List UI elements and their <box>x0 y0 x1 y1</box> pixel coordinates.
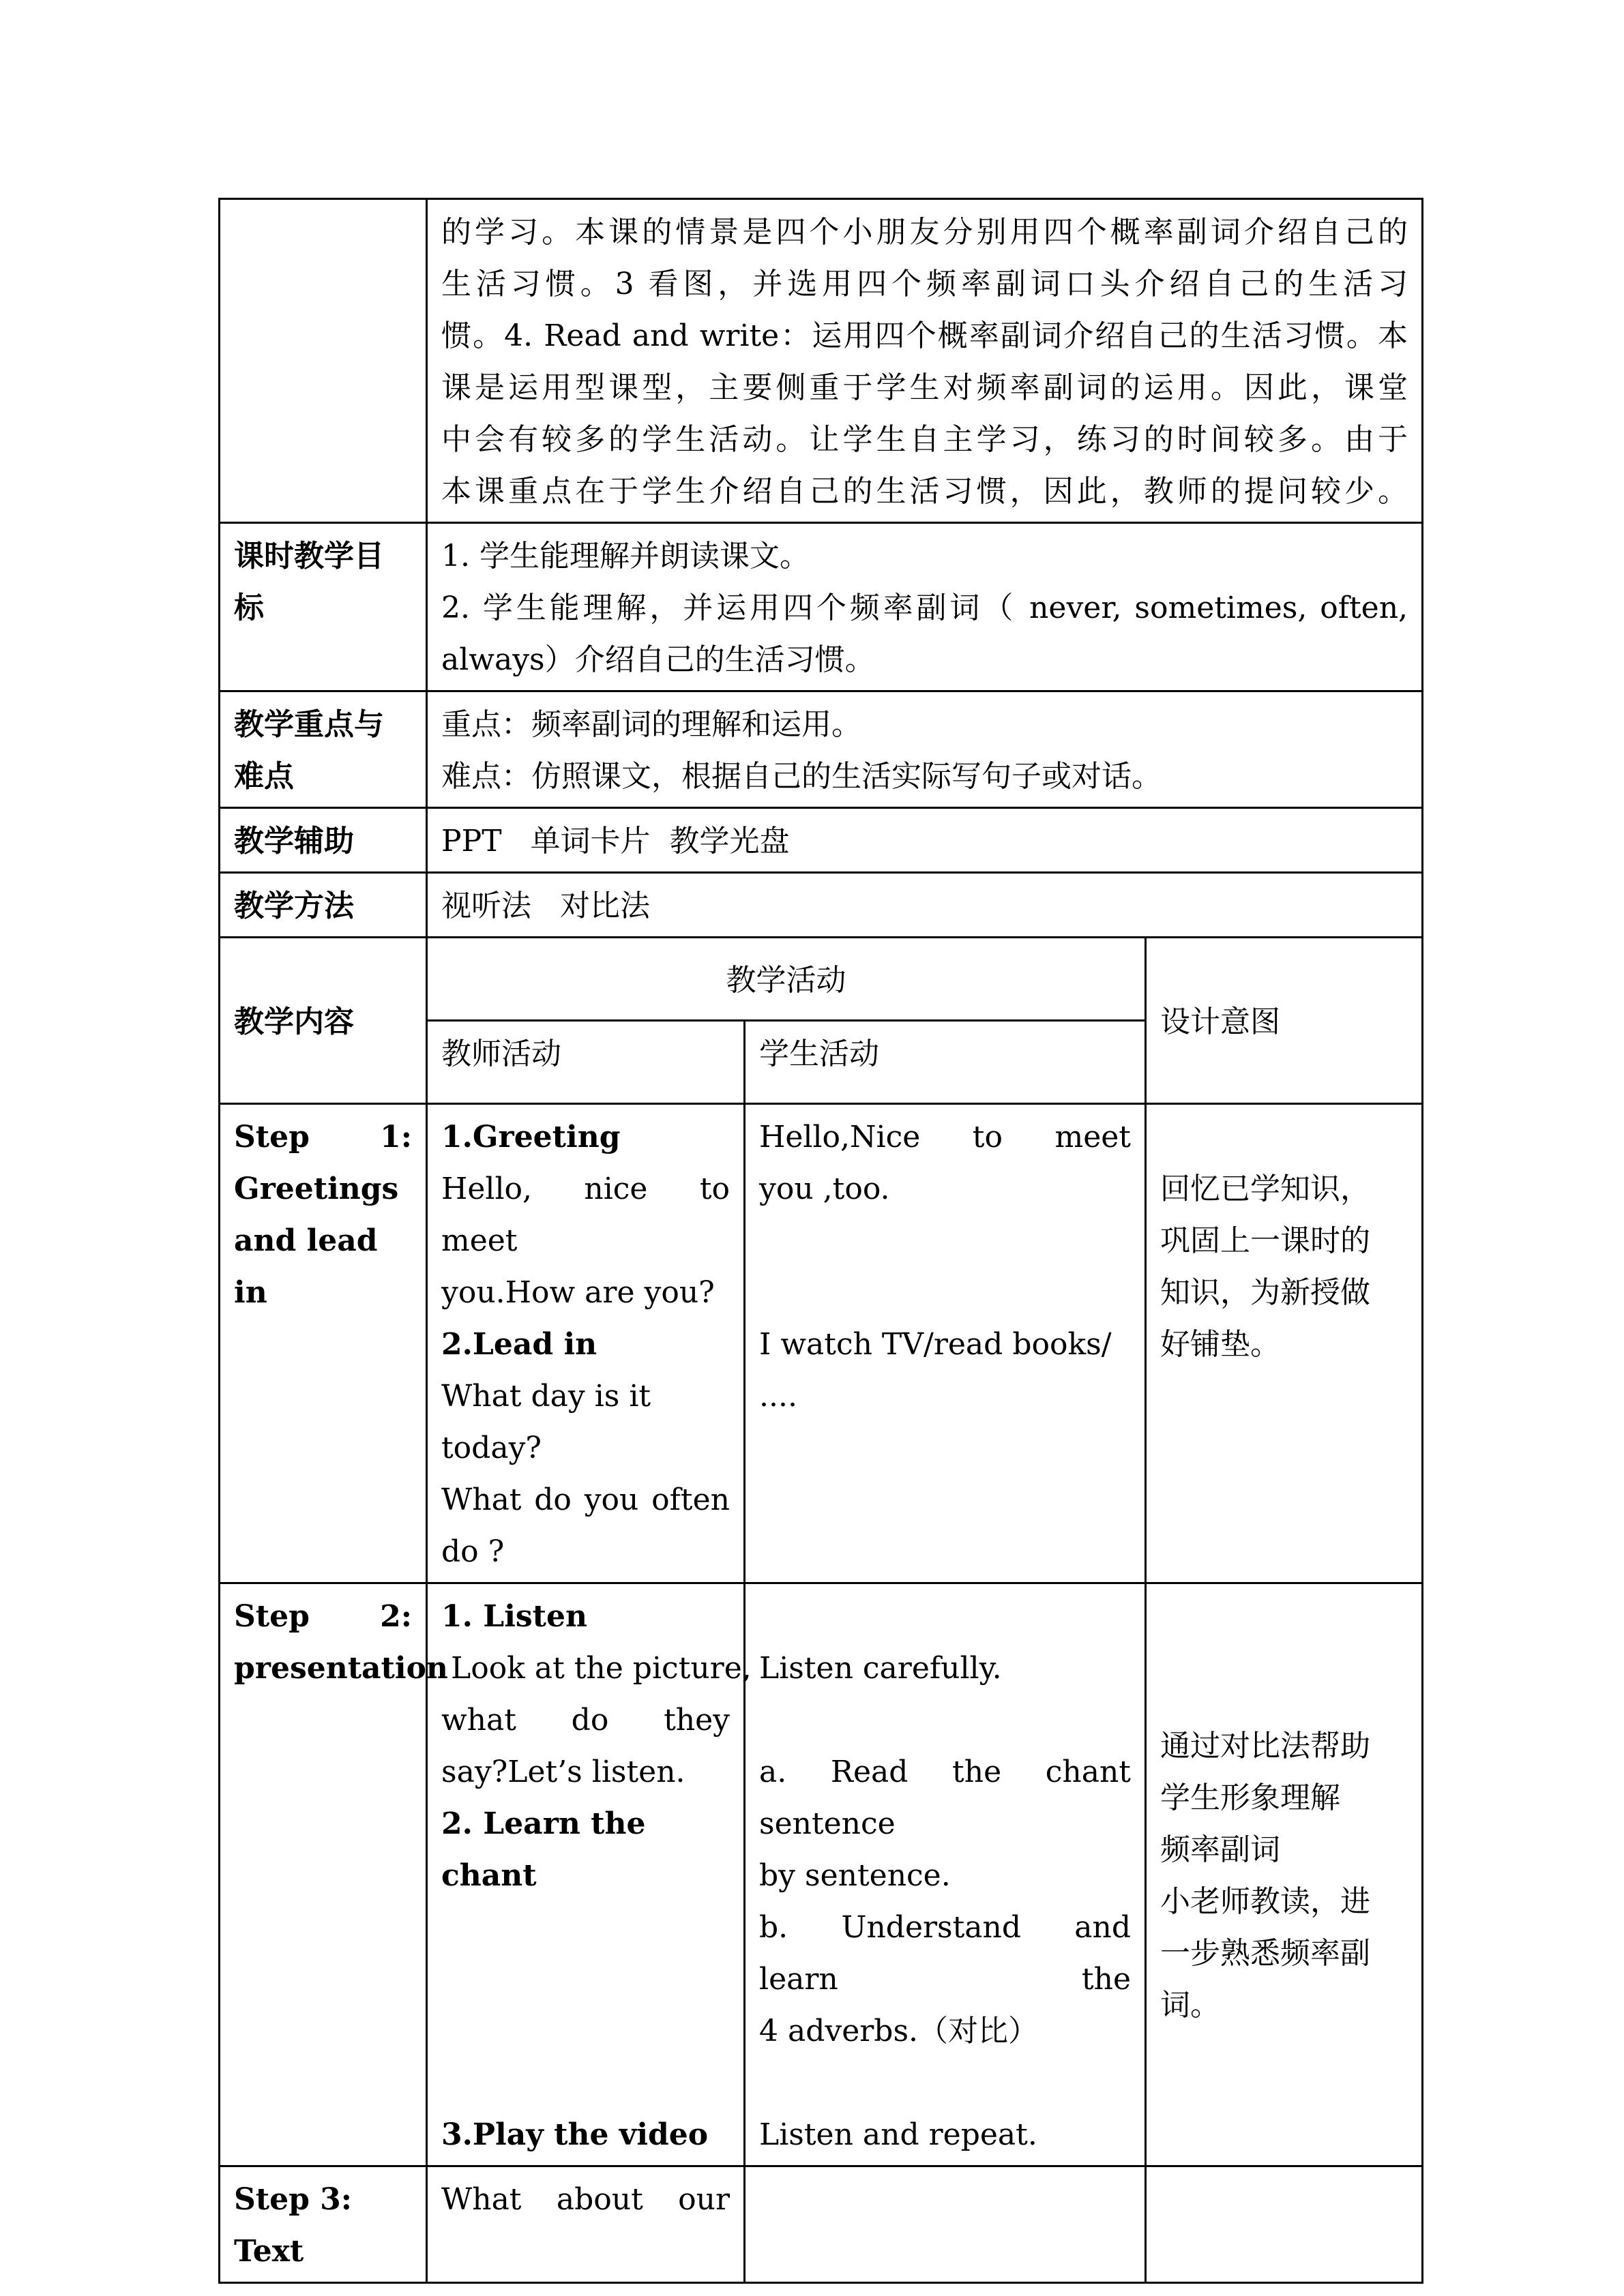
difficulty-point: 难点：仿照课文，根据自己的生活实际写句子或对话。 <box>441 759 1162 794</box>
activities-header-row <box>220 938 1423 1021</box>
intro-line: 生活习惯。3 看图，并选用四个频率副词口头介绍自己的生活习 <box>441 267 1408 301</box>
step2-label: Step 2: presentation <box>220 1583 427 2166</box>
step3-student <box>745 2166 1146 2283</box>
key-points-label: 教学重点与 难点 <box>220 691 427 808</box>
methods-value: 视听法 对比法 <box>427 873 1423 938</box>
student-header: 学生活动 <box>745 1021 1146 1104</box>
step3-label: Step 3: Text <box>220 2166 427 2283</box>
step3-intent <box>1146 2166 1423 2283</box>
step2-row <box>220 1583 1423 2166</box>
step3-row <box>220 2166 1423 2283</box>
step2-student: Listen carefully. a. Read the chant sentence by sentence. b. Understand and learn the 4 adverbs.（对比） Listen and repeat. <box>745 1583 1146 2166</box>
step2-intent: 通过对比法帮助 学生形象理解 频率副词 小老师教读，进 一步熟悉频率副 词。 <box>1146 1583 1423 2166</box>
key-points-content <box>427 691 1423 808</box>
step2-teacher: 1. Listen Look at the picture, what do they say?Let’s listen. 2. Learn the chant 3.Play the video <box>427 1583 745 2166</box>
step3-teacher: What about our <box>427 2166 745 2283</box>
step1-label: Step 1: Greetings and lead in <box>220 1104 427 1583</box>
teacher-heading: 3.Play the video <box>441 2117 709 2152</box>
step1-student: Hello,Nice to meet you ,too. I watch TV/read books/ .... <box>745 1104 1146 1583</box>
intro-line: 的学习。本课的情景是四个小朋友分别用四个概率副词介绍自己的 <box>441 215 1408 250</box>
aids-value: PPT 单词卡片 教学光盘 <box>427 808 1423 873</box>
teacher-heading: 1.Greeting <box>441 1120 621 1154</box>
objectives-label: 课时教学目 标 <box>220 523 427 691</box>
aids-label: 教学辅助 <box>220 808 427 873</box>
intro-label-cell <box>220 199 427 523</box>
lesson-plan-table <box>218 198 1423 2284</box>
methods-row <box>220 873 1423 938</box>
step1-teacher: 1.Greeting Hello, nice to meet you.How are you? 2.Lead in What day is it today? What do you often do ? <box>427 1104 745 1583</box>
content-header: 教学内容 <box>220 938 427 1104</box>
intent-header: 设计意图 <box>1146 938 1423 1104</box>
intro-text-cell <box>427 199 1423 523</box>
teacher-heading: 2. Learn the chant <box>441 1806 646 1893</box>
aids-row <box>220 808 1423 873</box>
teacher-header: 教师活动 <box>427 1021 745 1104</box>
intro-line: 惯。4. Read and write：运用四个概率副词介绍自己的生活习惯。本 <box>441 318 1408 353</box>
intro-row <box>220 199 1423 523</box>
step1-row <box>220 1104 1423 1583</box>
intro-line: 中会有较多的学生活动。让学生自主学习，练习的时间较多。由于 <box>441 422 1408 457</box>
objective-item: always）介绍自己的生活习惯。 <box>441 642 875 677</box>
intro-line: 课是运用型课型，主要侧重于学生对频率副词的运用。因此，课堂 <box>441 370 1408 405</box>
objectives-content <box>427 523 1423 691</box>
step1-intent: 回忆已学知识， 巩固上一课时的 知识，为新授做 好铺垫。 <box>1146 1104 1423 1583</box>
objective-item: 1. 学生能理解并朗读课文。 <box>441 539 810 573</box>
teacher-heading: 1. Listen <box>441 1599 587 1634</box>
objectives-row <box>220 523 1423 691</box>
objective-item: 2. 学生能理解，并运用四个频率副词（ never, sometimes, often, <box>441 591 1408 625</box>
methods-label: 教学方法 <box>220 873 427 938</box>
teacher-heading: 2.Lead in <box>441 1327 597 1362</box>
activities-header: 教学活动 <box>427 938 1146 1021</box>
key-points-row <box>220 691 1423 808</box>
intro-line: 本课重点在于学生介绍自己的生活习惯，因此，教师的提问较少。 <box>441 474 1408 509</box>
key-point: 重点：频率副词的理解和运用。 <box>441 707 861 742</box>
